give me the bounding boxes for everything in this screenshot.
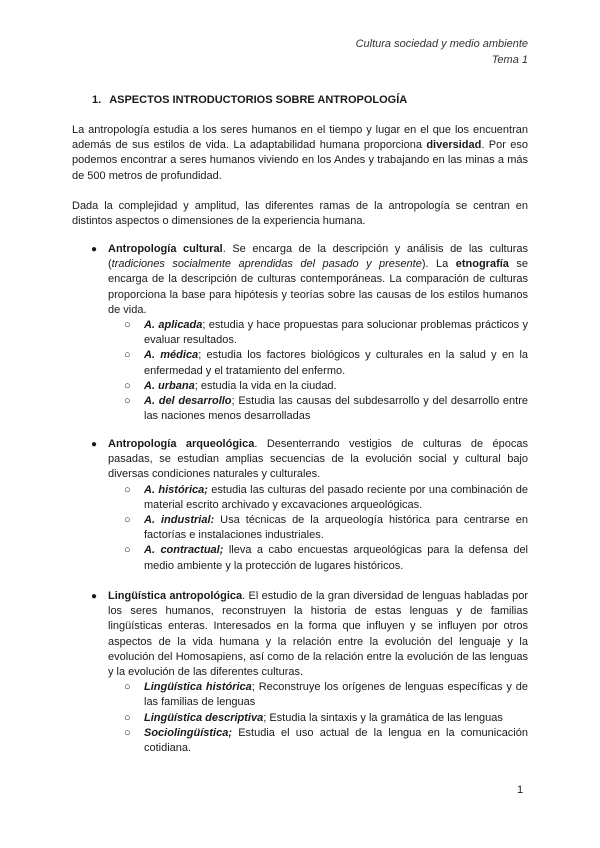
subbranch-name: A. industrial:: [144, 514, 215, 527]
cultural-text-1: . Se encarga de la descripción y análisis de las culturas (: [108, 243, 528, 271]
linguistica-name: Lingüística antropológica: [108, 590, 243, 602]
cultural-name: Antropología cultural: [108, 243, 223, 255]
list-item: [124, 726, 528, 756]
diversidad-term: diversidad: [426, 139, 482, 152]
arqueologica-description: [108, 437, 528, 483]
section-title-text: ASPECTOS INTRODUCTORIOS SOBRE ANTROPOLOGÍA: [109, 94, 408, 106]
bullet-icon: ●: [91, 591, 98, 602]
arqueologica-name: Antropología arqueológica: [108, 438, 255, 450]
subbranch-text: lleva a cabo encuestas arqueológicas para la defensa del medio ambiente y la protección de lugares históricos.: [144, 544, 529, 572]
list-item: [124, 379, 528, 394]
list-item: [124, 680, 529, 710]
circle-bullet-icon: ○: [124, 726, 131, 739]
subbranch-text: ; Reconstruye los orígenes de lenguas específicas y de las familias de lenguas: [144, 681, 529, 709]
list-item: [124, 394, 528, 424]
list-item: [124, 348, 529, 378]
subbranch-name: A. médica: [144, 349, 199, 362]
bullet-icon: ●: [91, 244, 98, 255]
intro-paragraph-2: Dada la complejidad y amplitud, las diferentes ramas de la antropología se centran en distintos aspectos o dimensiones de la experiencia humana.: [72, 200, 528, 228]
linguistica-subbranches: [108, 680, 528, 756]
subbranch-name: A. aplicada: [144, 319, 203, 332]
subbranch-name: A. histórica;: [144, 483, 208, 496]
subbranch-name: Sociolingüística;: [144, 726, 233, 739]
etnografia-term: etnografía: [455, 258, 509, 271]
intro-text: La antropología estudia a los seres humanos en el tiempo y lugar en el que los encuentran además de sus estilos de vida. La adaptabilidad humana proporciona: [72, 124, 528, 152]
circle-bullet-icon: ○: [124, 681, 131, 694]
subbranch-text: estudia las culturas del pasado reciente por una combinación de material escrito archivado y excavaciones arqueológicas.: [144, 483, 528, 511]
intro-paragraph-1: [72, 123, 528, 184]
subbranch-name: A. del desarrollo: [144, 395, 232, 408]
header-course-title: Cultura sociedad y medio ambiente: [355, 38, 528, 50]
list-item: [124, 711, 528, 726]
subbranch-name: A. contractual;: [144, 544, 224, 557]
list-item: [124, 543, 529, 573]
section-arqueologica: [91, 437, 529, 574]
bullet-icon: ●: [91, 439, 98, 450]
cultural-subbranches: [108, 318, 528, 424]
cultural-text-2: ). La: [421, 258, 456, 271]
header-topic: Tema 1: [491, 54, 528, 66]
circle-bullet-icon: ○: [124, 395, 131, 408]
subbranch-name: A. urbana: [144, 379, 195, 392]
cultural-text-3: se encarga de la descripción de culturas contemporáneas. La comparación de culturas proporciona la base para hipótesis y teorías sobre las causas de los estilos humanos de vida.: [108, 258, 529, 316]
cultural-description: [108, 242, 528, 318]
list-item: [124, 483, 528, 513]
cultural-definition: tradiciones socialmente aprendidas del pasado y presente: [111, 258, 422, 271]
subbranch-text: ; Estudia las causas del subdesarrollo y del desarrollo entre las naciones menos desarrolladas: [144, 395, 528, 423]
circle-bullet-icon: ○: [124, 514, 131, 527]
intro-text-end: . Por eso podemos encontrar a seres humanos viviendo en los Andes y trabajando en las minas a más de 500 metros de profundidad.: [72, 139, 528, 182]
subbranch-text: ; estudia la vida en la ciudad.: [194, 379, 337, 392]
circle-bullet-icon: ○: [124, 319, 131, 332]
page-number: 1: [517, 784, 524, 796]
section-number: 1.: [92, 94, 102, 106]
subbranch-name: Lingüística descriptiva: [144, 711, 264, 724]
linguistica-text: . El estudio de la gran diversidad de lenguas habladas por los seres humanos, reconstruyen la historia de estas lenguas y de familias lingüísticas enteras. Interesados en la forma que influyen y se influyen por otros aspectos de la vida humana y la relación entre la evolución del lenguaje y la evolución del Homosapiens, así como de la relación entre la evolución de las lenguas y la evolución de las diferentes culturas.: [108, 590, 529, 679]
arqueologica-text: . Desenterrando vestigios de culturas de épocas pasadas, se estudian amplias secuencias de la evolución social y cultural bajo diversas condiciones naturales y culturales.: [108, 438, 528, 481]
subbranch-text: Estudia el uso actual de la lengua en la comunicación cotidiana.: [144, 726, 528, 755]
section-linguistica: [91, 589, 529, 756]
arqueologica-subbranches: [108, 483, 528, 574]
subbranch-name: Lingüística histórica: [144, 681, 252, 694]
section-cultural: [91, 242, 529, 424]
subbranch-text: Usa técnicas de la arqueología histórica para centrarse en factorías e instalaciones industriales.: [144, 514, 528, 542]
circle-bullet-icon: ○: [124, 483, 131, 496]
circle-bullet-icon: ○: [124, 349, 131, 362]
list-item: [124, 513, 528, 543]
subbranch-text: ; estudia los factores biológicos y culturales en la salud y en la enfermedad y el tratamiento del enfermo.: [144, 349, 529, 377]
page-header: [356, 36, 528, 68]
circle-bullet-icon: ○: [124, 544, 131, 557]
subbranch-text: ; Estudia la sintaxis y la gramática de las lenguas: [263, 711, 503, 724]
linguistica-description: [108, 589, 528, 680]
circle-bullet-icon: ○: [124, 379, 131, 392]
list-item: [124, 318, 529, 348]
section-title: [92, 93, 407, 108]
circle-bullet-icon: ○: [124, 711, 131, 724]
subbranch-text: ; estudia y hace propuestas para solucionar problemas prácticos y evaluar resultados.: [144, 319, 529, 347]
